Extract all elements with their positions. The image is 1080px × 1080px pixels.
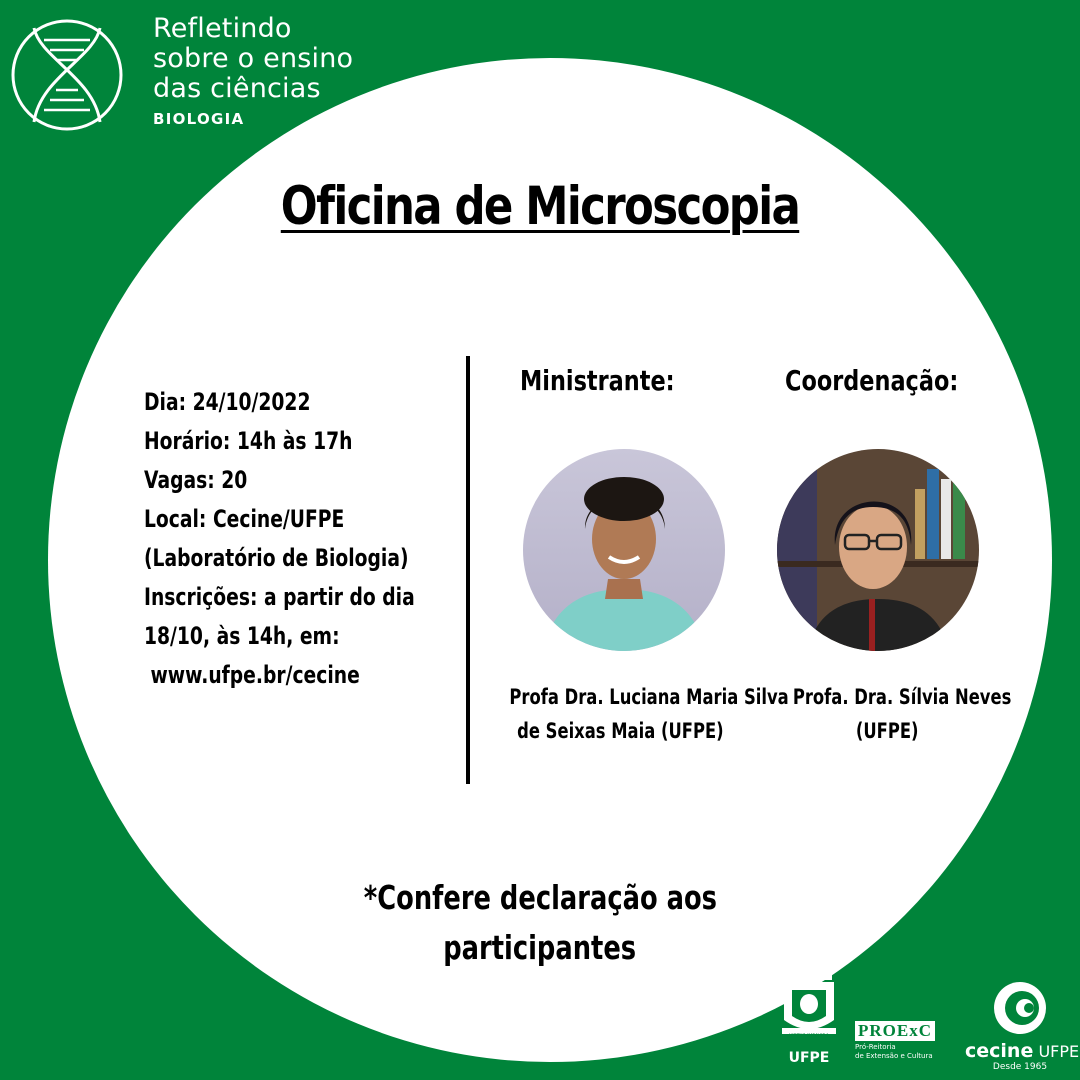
coordinator-name-line-1: Profa. Dra. Sílvia Neves bbox=[792, 685, 1012, 709]
detail-seats: Vagas: 20 bbox=[144, 466, 248, 494]
ufpe-logo bbox=[780, 966, 838, 1066]
event-details bbox=[144, 383, 491, 695]
detail-date: Dia: 24/10/2022 bbox=[144, 388, 311, 416]
proexc-wordmark: PROExC bbox=[855, 1021, 935, 1041]
page-title: Oficina de Microscopia bbox=[280, 176, 800, 237]
brand-line-3: das ciências bbox=[153, 73, 321, 104]
speaker-photo bbox=[523, 449, 725, 651]
speaker-heading-text: Ministrante: bbox=[520, 364, 675, 397]
dna-helix-icon bbox=[10, 18, 124, 132]
detail-location-lab: (Laboratório de Biologia) bbox=[144, 544, 409, 572]
registration-link[interactable]: www.ufpe.br/cecine bbox=[144, 661, 360, 689]
certificate-note-line-1: *Confere declaração aos bbox=[363, 878, 717, 917]
brand-line-2: sobre o ensino bbox=[153, 43, 354, 74]
ufpe-label: UFPE bbox=[788, 1050, 830, 1066]
detail-registration-date: 18/10, às 14h, em: bbox=[144, 622, 340, 650]
proexc-line-1: Pró-Reitoria bbox=[855, 1043, 896, 1051]
proexc-logo bbox=[855, 1021, 935, 1061]
speaker-name-line-2: de Seixas Maia (UFPE) bbox=[516, 719, 724, 743]
detail-location: Local: Cecine/UFPE bbox=[144, 505, 345, 533]
speaker-name bbox=[470, 680, 789, 748]
proexc-line-2: de Extensão e Cultura bbox=[855, 1052, 933, 1060]
cecine-swirl-icon bbox=[965, 980, 1075, 1038]
detail-registration: Inscrições: a partir do dia bbox=[144, 583, 415, 611]
cecine-wordmark: cecine bbox=[965, 1040, 1034, 1062]
detail-time: Horário: 14h às 17h bbox=[144, 427, 353, 455]
cecine-ufpe-label: UFPE bbox=[1038, 1042, 1080, 1061]
brand-subject: BIOLOGIA bbox=[153, 110, 245, 128]
coordinator-name bbox=[762, 680, 1012, 748]
cecine-since: Desde 1965 bbox=[992, 1062, 1048, 1072]
coordinator-name-line-2: (UFPE) bbox=[855, 719, 919, 743]
brand-line-1: Refletindo bbox=[153, 13, 292, 44]
certificate-note-line-2: participantes bbox=[443, 928, 637, 967]
certificate-note bbox=[290, 873, 790, 973]
coordinator-photo bbox=[777, 449, 979, 651]
cecine-logo bbox=[965, 980, 1079, 1072]
speaker-heading bbox=[520, 364, 713, 397]
speaker-name-line-1: Profa Dra. Luciana Maria Silva bbox=[509, 685, 789, 709]
brand-text bbox=[153, 14, 353, 128]
ufpe-motto: VIRTUS IMPAVIDA bbox=[789, 1033, 829, 1038]
coordinator-heading-text: Coordenação: bbox=[785, 364, 959, 397]
coordinator-heading bbox=[785, 364, 1002, 397]
